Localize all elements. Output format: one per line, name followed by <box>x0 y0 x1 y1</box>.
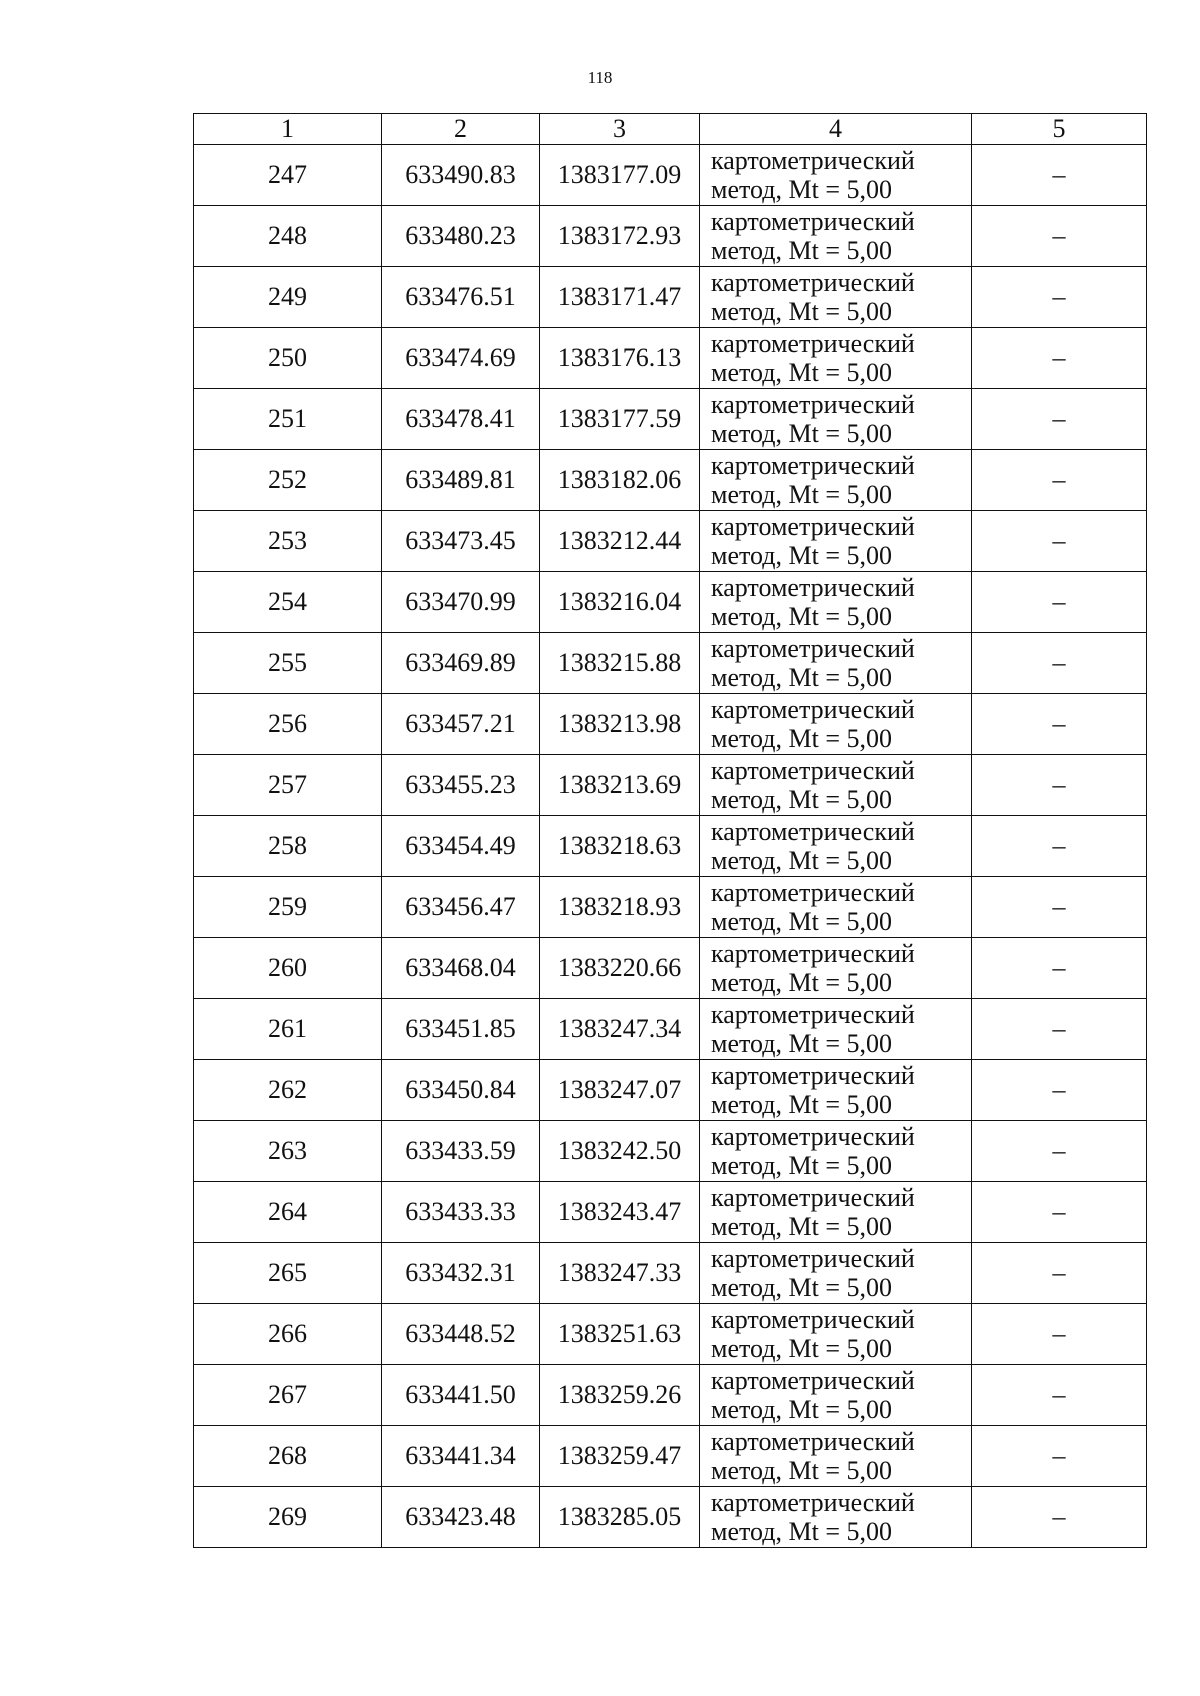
empty-dash-cell: – <box>972 1060 1147 1121</box>
method-line-1: картометрический <box>711 1305 915 1334</box>
method-cell <box>700 1060 972 1121</box>
method-line-2: метод, Mt = 5,00 <box>711 236 892 265</box>
coord-x: 633468.04 <box>382 938 540 999</box>
method-line-1: картометрический <box>711 146 915 175</box>
empty-dash-cell: – <box>972 816 1147 877</box>
empty-dash-cell: – <box>972 389 1147 450</box>
coord-y: 1383215.88 <box>540 633 700 694</box>
method-cell <box>700 450 972 511</box>
empty-dash-cell: – <box>972 755 1147 816</box>
point-number: 266 <box>194 1304 382 1365</box>
method-cell <box>700 1182 972 1243</box>
point-number: 269 <box>194 1487 382 1548</box>
method-line-1: картометрический <box>711 756 915 785</box>
table-row <box>194 999 1147 1060</box>
coord-x: 633476.51 <box>382 267 540 328</box>
coord-x: 633423.48 <box>382 1487 540 1548</box>
method-line-1: картометрический <box>711 573 915 602</box>
point-number: 253 <box>194 511 382 572</box>
coord-x: 633454.49 <box>382 816 540 877</box>
empty-dash-cell: – <box>972 511 1147 572</box>
method-cell <box>700 1487 972 1548</box>
point-number: 258 <box>194 816 382 877</box>
method-line-1: картометрический <box>711 695 915 724</box>
method-line-2: метод, Mt = 5,00 <box>711 785 892 814</box>
table-row <box>194 755 1147 816</box>
method-line-2: метод, Mt = 5,00 <box>711 480 892 509</box>
point-number: 248 <box>194 206 382 267</box>
empty-dash-cell: – <box>972 1304 1147 1365</box>
point-number: 252 <box>194 450 382 511</box>
coord-x: 633450.84 <box>382 1060 540 1121</box>
table-row <box>194 328 1147 389</box>
method-line-1: картометрический <box>711 207 915 236</box>
method-cell <box>700 633 972 694</box>
coordinates-table <box>193 113 1147 1548</box>
method-line-2: метод, Mt = 5,00 <box>711 846 892 875</box>
method-line-1: картометрический <box>711 329 915 358</box>
coord-y: 1383259.47 <box>540 1426 700 1487</box>
table-row <box>194 267 1147 328</box>
table-row <box>194 633 1147 694</box>
empty-dash-cell: – <box>972 999 1147 1060</box>
point-number: 262 <box>194 1060 382 1121</box>
method-cell <box>700 816 972 877</box>
coord-y: 1383171.47 <box>540 267 700 328</box>
method-line-2: метод, Mt = 5,00 <box>711 358 892 387</box>
coord-y: 1383247.34 <box>540 999 700 1060</box>
method-cell <box>700 511 972 572</box>
method-line-2: метод, Mt = 5,00 <box>711 602 892 631</box>
table-row <box>194 145 1147 206</box>
method-line-1: картометрический <box>711 878 915 907</box>
coord-y: 1383176.13 <box>540 328 700 389</box>
table-row <box>194 1426 1147 1487</box>
method-cell <box>700 389 972 450</box>
method-line-1: картометрический <box>711 268 915 297</box>
coord-y: 1383218.63 <box>540 816 700 877</box>
table-row <box>194 1243 1147 1304</box>
method-line-1: картометрический <box>711 390 915 419</box>
method-line-1: картометрический <box>711 634 915 663</box>
point-number: 263 <box>194 1121 382 1182</box>
coord-y: 1383216.04 <box>540 572 700 633</box>
coord-y: 1383243.47 <box>540 1182 700 1243</box>
table-row <box>194 1365 1147 1426</box>
point-number: 255 <box>194 633 382 694</box>
coord-y: 1383177.09 <box>540 145 700 206</box>
table-row <box>194 1487 1147 1548</box>
method-line-2: метод, Mt = 5,00 <box>711 419 892 448</box>
method-cell <box>700 1365 972 1426</box>
empty-dash-cell: – <box>972 328 1147 389</box>
method-line-1: картометрический <box>711 512 915 541</box>
method-line-2: метод, Mt = 5,00 <box>711 1334 892 1363</box>
coord-x: 633451.85 <box>382 999 540 1060</box>
empty-dash-cell: – <box>972 450 1147 511</box>
empty-dash-cell: – <box>972 267 1147 328</box>
table-row <box>194 1182 1147 1243</box>
method-line-1: картометрический <box>711 1244 915 1273</box>
coord-y: 1383220.66 <box>540 938 700 999</box>
method-line-2: метод, Mt = 5,00 <box>711 1517 892 1546</box>
method-line-2: метод, Mt = 5,00 <box>711 1090 892 1119</box>
coord-x: 633441.34 <box>382 1426 540 1487</box>
coord-y: 1383259.26 <box>540 1365 700 1426</box>
method-line-1: картометрический <box>711 451 915 480</box>
method-cell <box>700 694 972 755</box>
method-line-2: метод, Mt = 5,00 <box>711 1395 892 1424</box>
coord-y: 1383218.93 <box>540 877 700 938</box>
coord-x: 633441.50 <box>382 1365 540 1426</box>
point-number: 268 <box>194 1426 382 1487</box>
table-row <box>194 694 1147 755</box>
header-col-5: 5 <box>972 114 1147 145</box>
point-number: 254 <box>194 572 382 633</box>
method-line-1: картометрический <box>711 939 915 968</box>
point-number: 249 <box>194 267 382 328</box>
header-row <box>194 114 1147 145</box>
empty-dash-cell: – <box>972 1487 1147 1548</box>
empty-dash-cell: – <box>972 145 1147 206</box>
table-row <box>194 877 1147 938</box>
coord-y: 1383172.93 <box>540 206 700 267</box>
table-header <box>194 114 1147 145</box>
empty-dash-cell: – <box>972 938 1147 999</box>
empty-dash-cell: – <box>972 1426 1147 1487</box>
coord-y: 1383247.33 <box>540 1243 700 1304</box>
table-row <box>194 450 1147 511</box>
coord-x: 633478.41 <box>382 389 540 450</box>
point-number: 261 <box>194 999 382 1060</box>
coord-x: 633456.47 <box>382 877 540 938</box>
method-line-2: метод, Mt = 5,00 <box>711 1456 892 1485</box>
coord-x: 633448.52 <box>382 1304 540 1365</box>
point-number: 265 <box>194 1243 382 1304</box>
empty-dash-cell: – <box>972 572 1147 633</box>
empty-dash-cell: – <box>972 206 1147 267</box>
method-line-1: картометрический <box>711 1427 915 1456</box>
point-number: 267 <box>194 1365 382 1426</box>
method-line-2: метод, Mt = 5,00 <box>711 541 892 570</box>
empty-dash-cell: – <box>972 694 1147 755</box>
coord-x: 633473.45 <box>382 511 540 572</box>
header-col-1: 1 <box>194 114 382 145</box>
table-row <box>194 572 1147 633</box>
point-number: 250 <box>194 328 382 389</box>
point-number: 257 <box>194 755 382 816</box>
method-line-1: картометрический <box>711 1122 915 1151</box>
method-line-1: картометрический <box>711 1488 915 1517</box>
table-row <box>194 816 1147 877</box>
method-cell <box>700 755 972 816</box>
method-line-2: метод, Mt = 5,00 <box>711 663 892 692</box>
method-line-2: метод, Mt = 5,00 <box>711 1212 892 1241</box>
method-cell <box>700 938 972 999</box>
empty-dash-cell: – <box>972 633 1147 694</box>
header-col-2: 2 <box>382 114 540 145</box>
coord-y: 1383177.59 <box>540 389 700 450</box>
header-col-4: 4 <box>700 114 972 145</box>
empty-dash-cell: – <box>972 1121 1147 1182</box>
method-line-2: метод, Mt = 5,00 <box>711 297 892 326</box>
empty-dash-cell: – <box>972 1182 1147 1243</box>
method-line-1: картометрический <box>711 1366 915 1395</box>
header-col-3: 3 <box>540 114 700 145</box>
method-line-2: метод, Mt = 5,00 <box>711 1029 892 1058</box>
coord-y: 1383212.44 <box>540 511 700 572</box>
coord-x: 633469.89 <box>382 633 540 694</box>
empty-dash-cell: – <box>972 1365 1147 1426</box>
empty-dash-cell: – <box>972 1243 1147 1304</box>
method-cell <box>700 1426 972 1487</box>
method-cell <box>700 328 972 389</box>
method-line-1: картометрический <box>711 817 915 846</box>
method-line-2: метод, Mt = 5,00 <box>711 175 892 204</box>
method-cell <box>700 1243 972 1304</box>
method-cell <box>700 145 972 206</box>
coord-x: 633470.99 <box>382 572 540 633</box>
coord-y: 1383213.69 <box>540 755 700 816</box>
coord-y: 1383182.06 <box>540 450 700 511</box>
coord-y: 1383242.50 <box>540 1121 700 1182</box>
point-number: 251 <box>194 389 382 450</box>
coord-x: 633480.23 <box>382 206 540 267</box>
coord-x: 633455.23 <box>382 755 540 816</box>
method-line-2: метод, Mt = 5,00 <box>711 724 892 753</box>
point-number: 264 <box>194 1182 382 1243</box>
table-body <box>194 145 1147 1548</box>
coord-y: 1383247.07 <box>540 1060 700 1121</box>
table-row <box>194 511 1147 572</box>
method-line-2: метод, Mt = 5,00 <box>711 1151 892 1180</box>
method-line-2: метод, Mt = 5,00 <box>711 968 892 997</box>
method-cell <box>700 206 972 267</box>
table-row <box>194 1304 1147 1365</box>
table-row <box>194 389 1147 450</box>
coord-x: 633474.69 <box>382 328 540 389</box>
point-number: 247 <box>194 145 382 206</box>
coord-x: 633489.81 <box>382 450 540 511</box>
method-cell <box>700 267 972 328</box>
method-line-1: картометрический <box>711 1000 915 1029</box>
method-line-1: картометрический <box>711 1183 915 1212</box>
coord-y: 1383251.63 <box>540 1304 700 1365</box>
method-cell <box>700 1121 972 1182</box>
coord-x: 633490.83 <box>382 145 540 206</box>
method-cell <box>700 877 972 938</box>
method-cell <box>700 999 972 1060</box>
method-line-1: картометрический <box>711 1061 915 1090</box>
table-row <box>194 1060 1147 1121</box>
method-line-2: метод, Mt = 5,00 <box>711 1273 892 1302</box>
empty-dash-cell: – <box>972 877 1147 938</box>
method-cell <box>700 572 972 633</box>
coord-y: 1383213.98 <box>540 694 700 755</box>
coord-x: 633433.33 <box>382 1182 540 1243</box>
point-number: 259 <box>194 877 382 938</box>
page-number: 118 <box>587 68 613 87</box>
point-number: 256 <box>194 694 382 755</box>
coord-x: 633433.59 <box>382 1121 540 1182</box>
coord-x: 633432.31 <box>382 1243 540 1304</box>
coord-x: 633457.21 <box>382 694 540 755</box>
point-number: 260 <box>194 938 382 999</box>
method-cell <box>700 1304 972 1365</box>
table-row <box>194 1121 1147 1182</box>
coord-y: 1383285.05 <box>540 1487 700 1548</box>
table-row <box>194 206 1147 267</box>
table-row <box>194 938 1147 999</box>
method-line-2: метод, Mt = 5,00 <box>711 907 892 936</box>
